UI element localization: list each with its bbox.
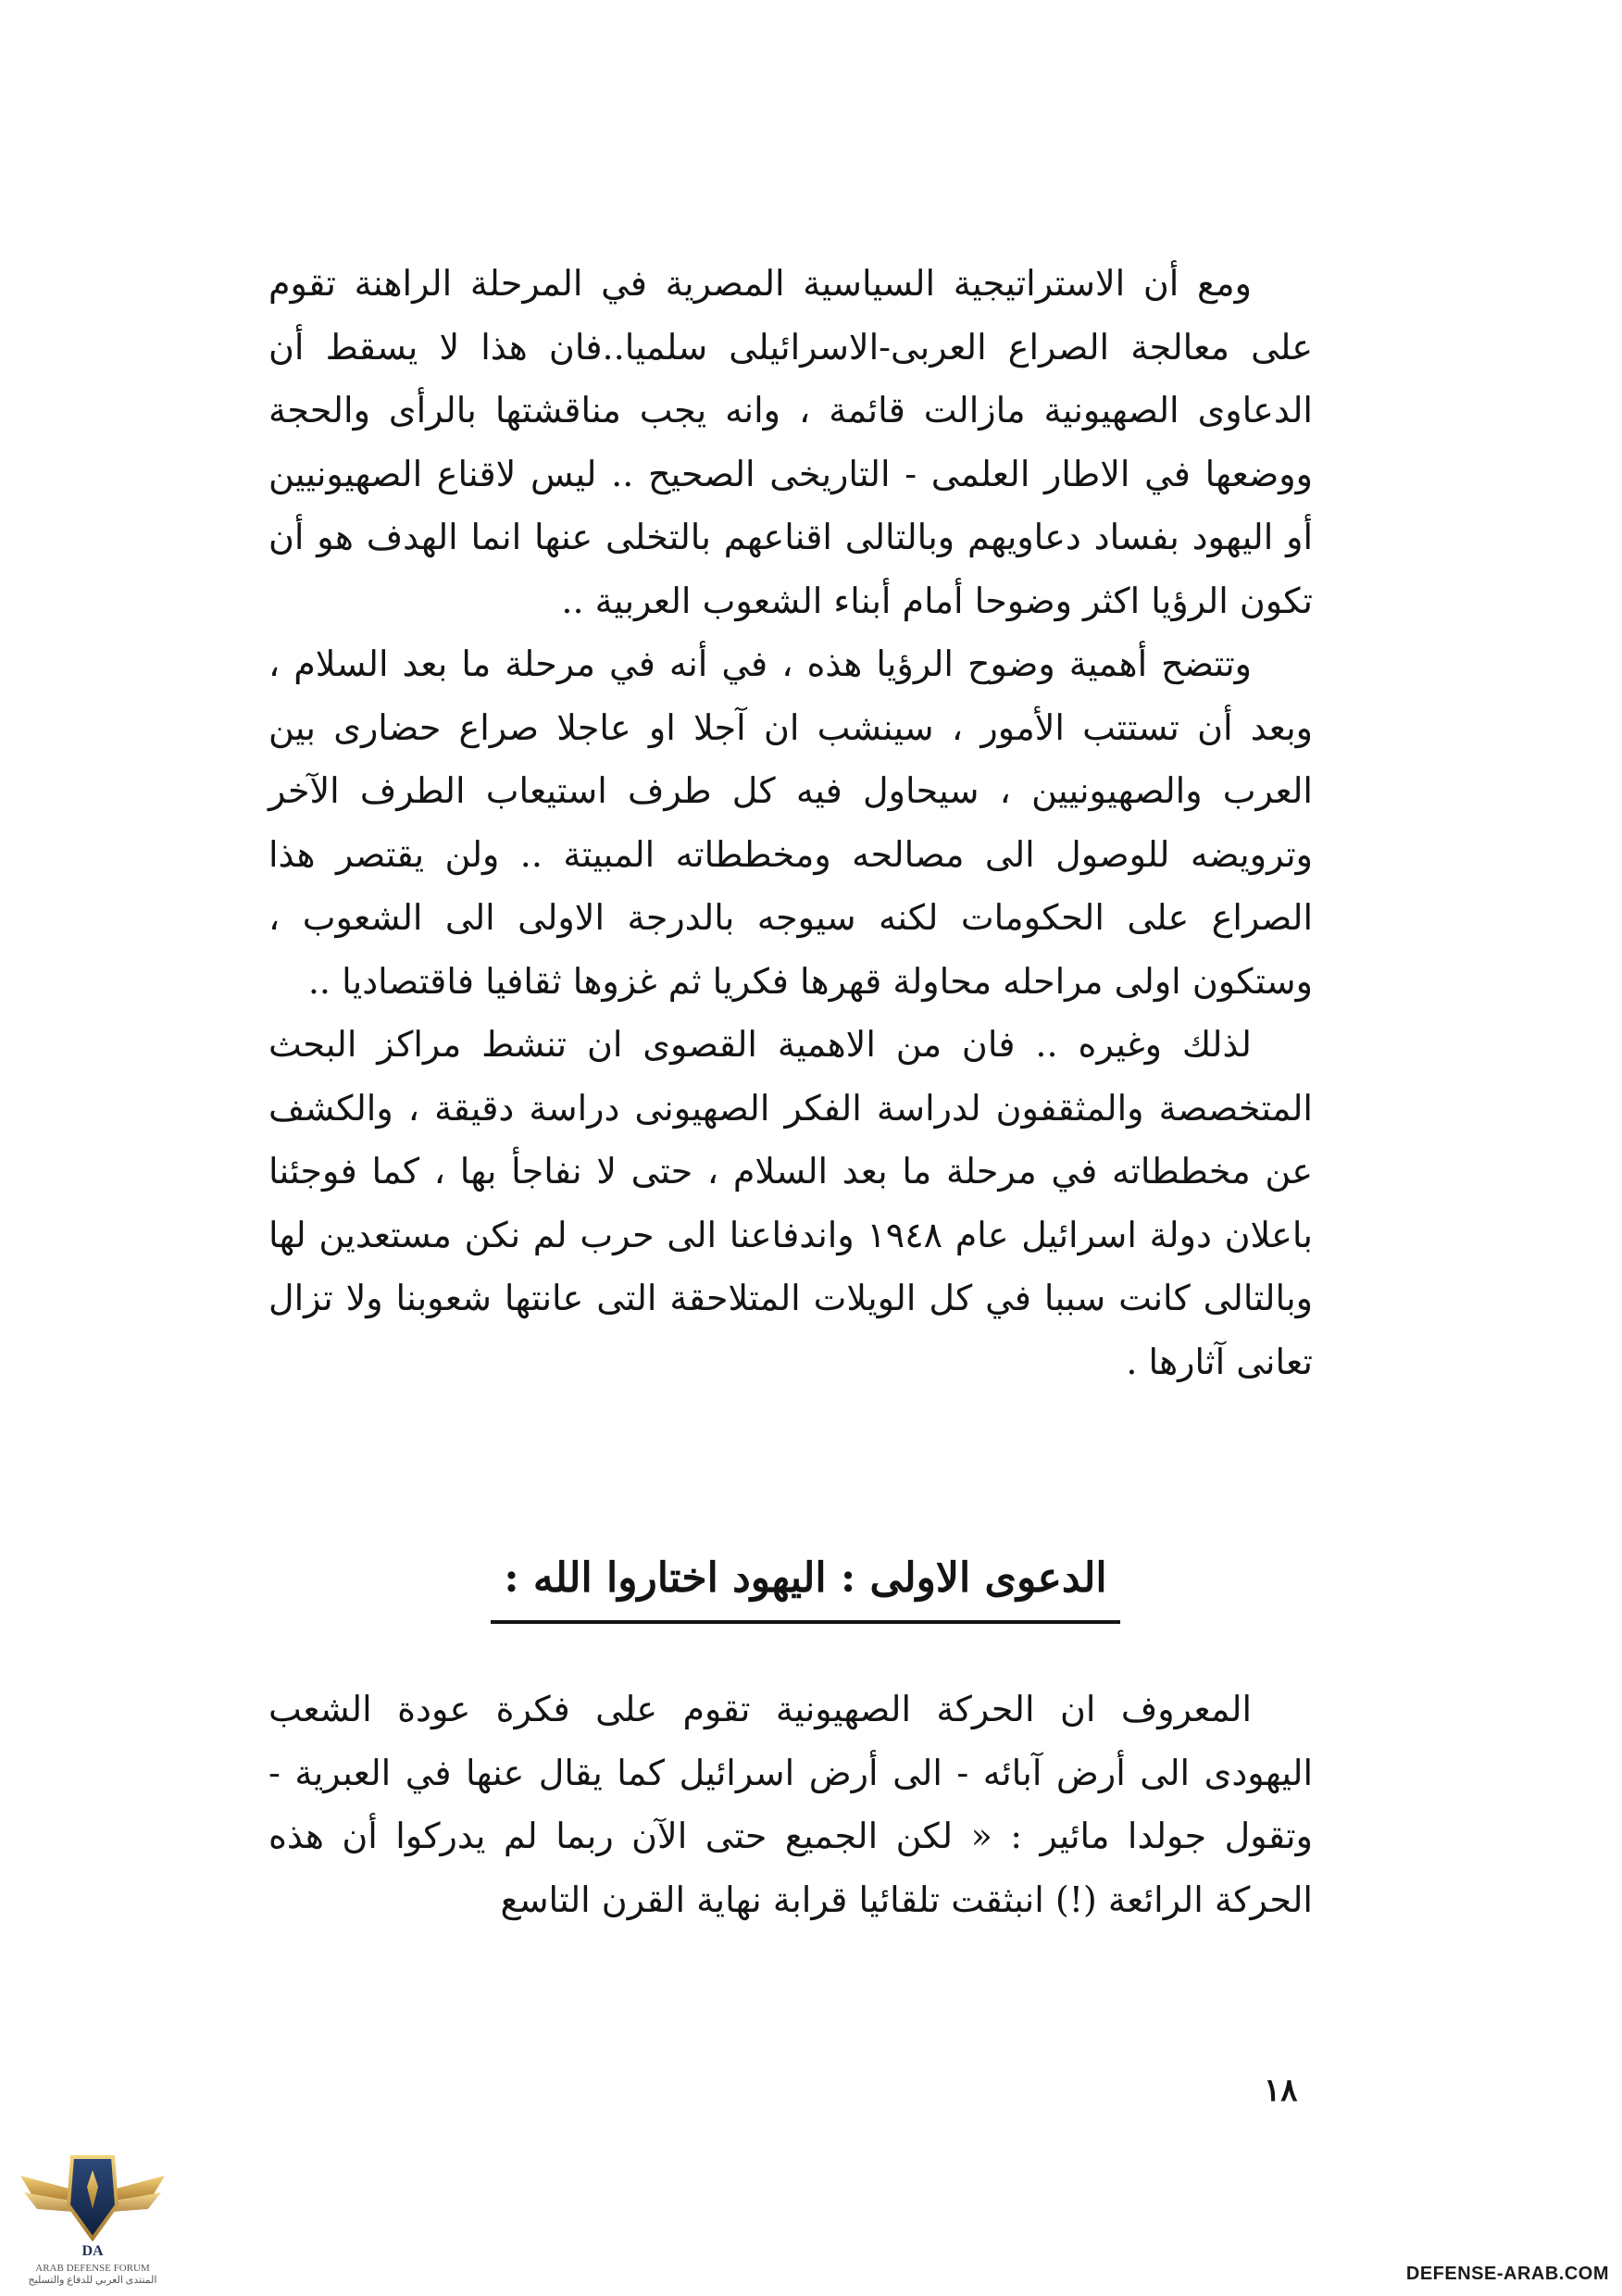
section-body	[268, 1678, 1313, 1931]
paragraph-3: لذلك وغيره .. فان من الاهمية القصوى ان تنشط مراكز البحث المتخصصة والمثقفون لدراسة الفكر الصهيونى دراسة دقيقة ، والكشف عن مخططاته في مرحلة ما بعد السلام ، حتى لا نفاجأ بها ، كما فوجئنا باعلان دولة اسرائيل عام ١٩٤٨ واندفاعنا الى حرب لم نكن مستعدين لها وبالتالى كانت سببا في كل الويلات المتلاحقة التى عانتها شعوبنا ولا تزال تعانى آثارها .	[268, 1024, 1313, 1382]
svg-text:DA: DA	[81, 2243, 104, 2259]
body-text	[268, 252, 1313, 1393]
page-number: ١٨	[1264, 2072, 1298, 2109]
section-heading: الدعوى الاولى : اليهود اختاروا الله :	[491, 1546, 1119, 1624]
section-paragraph: المعروف ان الحركة الصهيونية تقوم على فكرة عودة الشعب اليهودى الى أرض آبائه - الى أرض اسرائيل كما يقال عنها في العبرية - وتقول جولدا مائير : « لكن الجميع حتى الآن ربما لم يدركوا أن هذه الحركة الرائعة (!) انبثقت تلقائيا قرابة نهاية القرن التاسع	[268, 1689, 1313, 1920]
paragraph-2: وتتضح أهمية وضوح الرؤيا هذه ، في أنه في مرحلة ما بعد السلام ، وبعد أن تستتب الأمور ، سينشب ان آجلا او عاجلا صراع حضارى بين العرب والصهيونيين ، سيحاول فيه كل طرف استيعاب الطرف الآخر وترويضه للوصول الى مصالحه ومخططاته المبيتة .. ولن يقتصر هذا الصراع على الحكومات لكنه سيوجه بالدرجة الاولى الى الشعوب ، وستكون اولى مراحله محاولة قهرها فكريا ثم غزوها ثقافيا فاقتصاديا ..	[268, 643, 1313, 1002]
paragraph-1: ومع أن الاستراتيجية السياسية المصرية في المرحلة الراهنة تقوم على معالجة الصراع العربى-الاسرائيلى سلميا..فان هذا لا يسقط أن الدعاوى الصهيونية مازالت قائمة ، وانه يجب مناقشتها بالرأى والحجة ووضعها في الاطار العلمى - التاريخى الصحيح .. ليس لاقناع الصهيونيين أو اليهود بفساد دعاويهم وبالتالى اقناعهم بالتخلى عنها انما الهدف هو أن تكون الرؤيا اكثر وضوحا أمام أبناء الشعوب العربية ..	[268, 263, 1313, 621]
section-heading-wrap	[481, 1546, 1129, 1624]
forum-caption	[0, 2263, 185, 2287]
site-url[interactable]: DEFENSE-ARAB.COM	[1405, 2264, 1609, 2284]
forum-name-en: ARAB DEFENSE FORUM	[35, 2263, 150, 2274]
forum-name-ar: المنتدى العربي للدفاع والتسليح	[28, 2275, 157, 2286]
